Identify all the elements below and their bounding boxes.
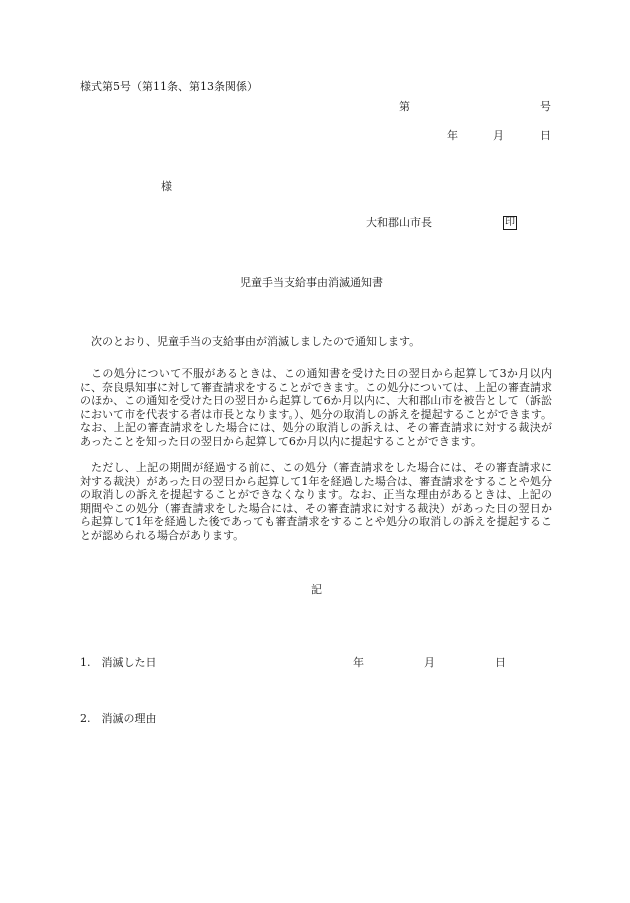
item-label: 1. 消滅した日 — [80, 656, 157, 669]
item-year: 年 — [353, 656, 364, 669]
form-number: 様式第5号（第11条、第13条関係） — [80, 80, 258, 93]
appeal-paragraph-1: この処分について不服があるときは、この通知書を受けた日の翌日から起算して3か月以内に、奈良県知事に対して審査請求をすることができます。この処分については、上記の審査請求のほか、この通知を受けた日の翌日から起算して6か月以内に、大和郡山市を被告として（訴訟において市を代表する者は市長となります。）、処分の取消しの訴えを提起することができます。なお、上記の審査請求をした場合には、処分の取消しの訴えは、その審査請求に対する裁決があったことを知った日の翌日から起算して6か月以内に提起することができます。 — [80, 367, 552, 448]
doc-number-suffix: 号 — [540, 100, 551, 113]
item-month: 月 — [424, 656, 435, 669]
date-day: 日 — [540, 129, 551, 142]
item-day: 日 — [495, 656, 506, 669]
item-label: 2. 消滅の理由 — [80, 712, 157, 725]
seal-mark: 印 — [505, 217, 515, 228]
date-month: 月 — [493, 129, 504, 142]
document-title: 児童手当支給事由消滅通知書 — [240, 276, 383, 289]
date-year: 年 — [447, 129, 458, 142]
appeal-paragraph-2: ただし、上記の期間が経過する前に、この処分（審査請求をした場合には、その審査請求に対する裁決）があった日の翌日から起算して1年を経過した場合は、審査請求をすることや処分の取消しの訴えを提起することができなくなります。なお、正当な理由があるときは、上記の期間やこの処分（審査請求をした場合には、その審査請求に対する裁決）があった日の翌日から起算して1年を経過した後であっても審査請求をすることや処分の取消しの訴えを提起することが認められる場合があります。 — [80, 461, 552, 542]
issuer-name: 大和郡山市長 — [366, 216, 432, 229]
record-heading: 記 — [311, 583, 322, 596]
intro-text: 次のとおり、児童手当の支給事由が消滅しましたので通知します。 — [91, 335, 421, 348]
issuer-seal — [503, 215, 517, 230]
doc-number-prefix: 第 — [399, 100, 410, 113]
addressee-suffix: 様 — [161, 180, 172, 193]
